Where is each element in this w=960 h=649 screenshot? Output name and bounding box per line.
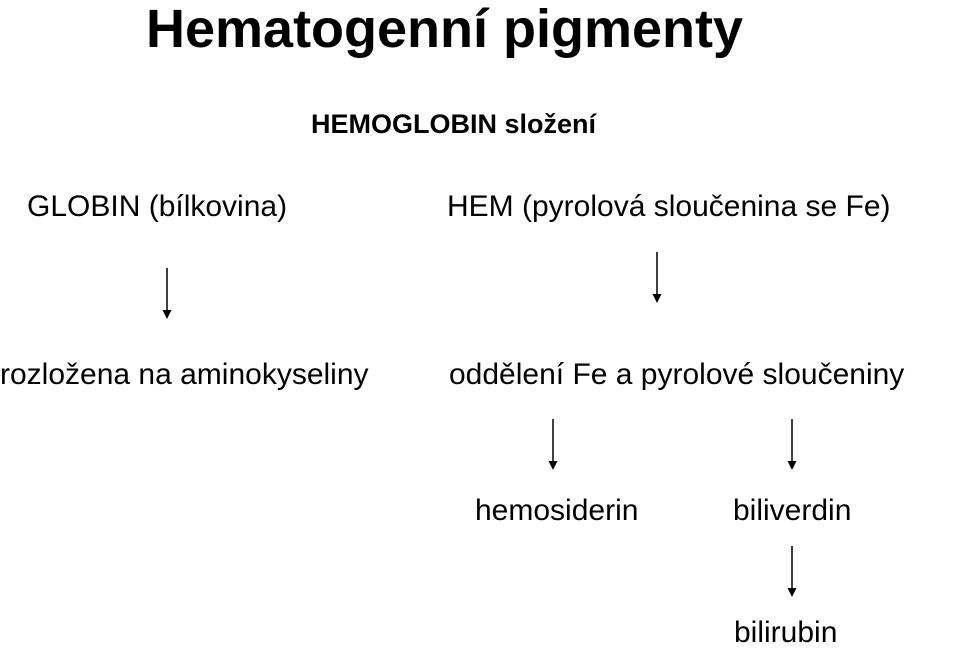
- arrow-biliverdin-to-bilirubin: [788, 546, 797, 597]
- arrow-oddeleni-to-biliverdin: [788, 419, 797, 470]
- page-title: Hematogenní pigmenty: [146, 0, 744, 59]
- node-hem: HEM (pyrolová sloučenina se Fe): [447, 190, 891, 223]
- diagram-subtitle: HEMOGLOBIN složení: [311, 109, 597, 139]
- node-biliverdin: biliverdin: [733, 494, 852, 527]
- node-bilirubin: bilirubin: [734, 616, 838, 649]
- arrow-globin-to-amino: [163, 268, 172, 319]
- node-hemosiderin: hemosiderin: [475, 494, 639, 527]
- node-aminokyseliny: rozložena na aminokyseliny: [0, 358, 369, 391]
- arrow-hem-to-oddeleni: [653, 252, 662, 303]
- node-oddeleni: oddělení Fe a pyrolové sloučeniny: [449, 358, 905, 391]
- arrow-oddeleni-to-hemosiderin: [549, 419, 558, 470]
- node-globin: GLOBIN (bílkovina): [27, 190, 288, 223]
